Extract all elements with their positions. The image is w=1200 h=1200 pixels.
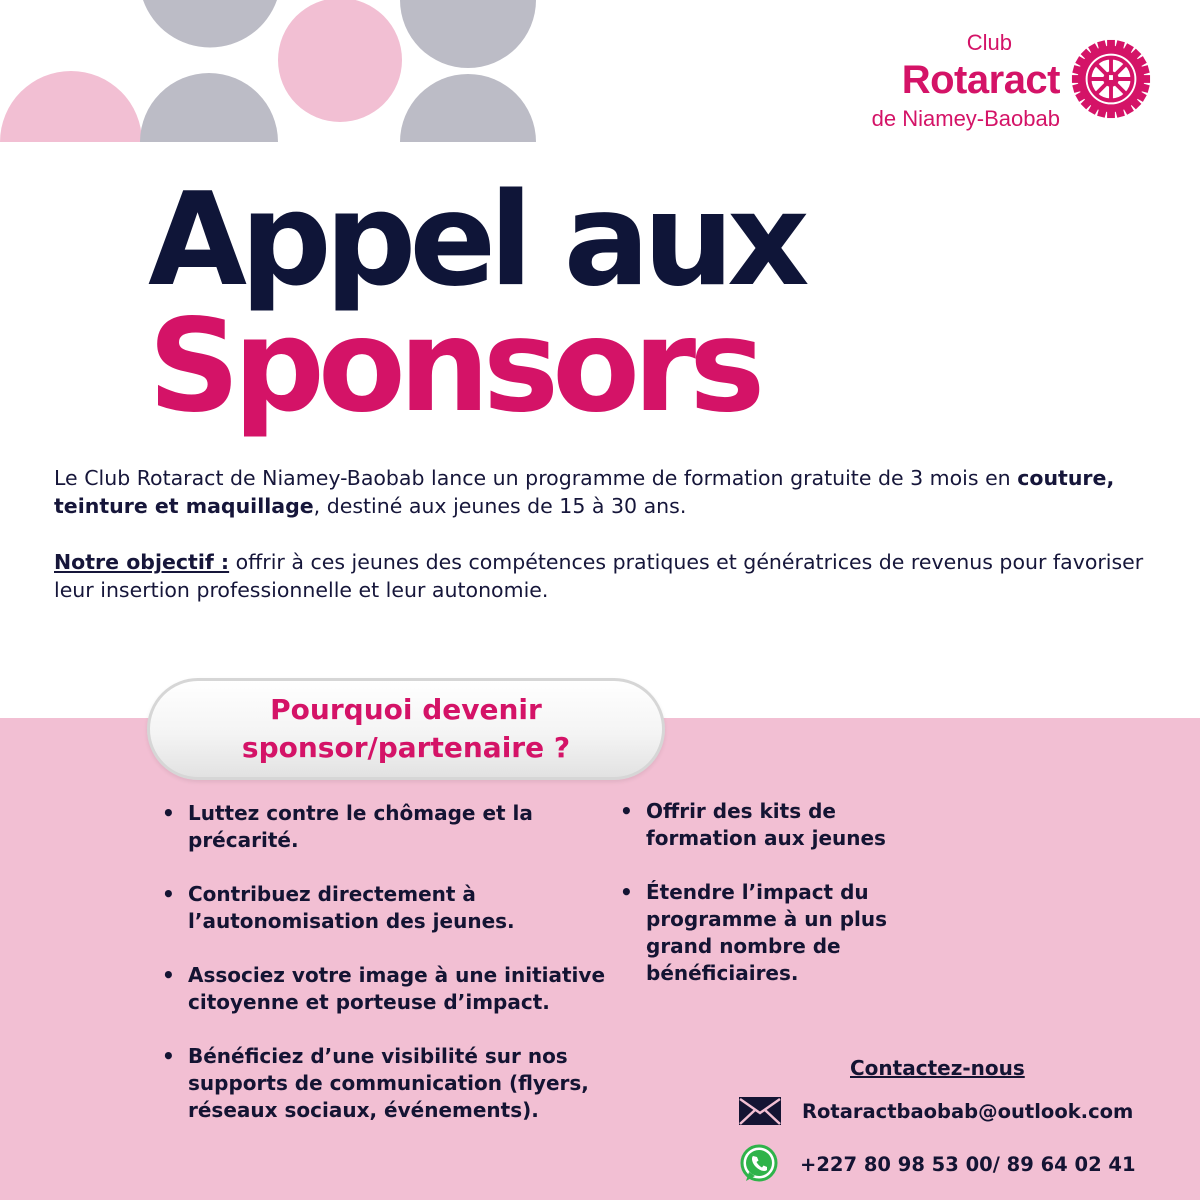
objective-label: Notre objectif : [54, 550, 230, 574]
intro-paragraph [54, 464, 1144, 520]
why-line-2: sponsor/partenaire ? [241, 731, 571, 764]
why-sponsor-banner [147, 678, 665, 780]
why-line-1: Pourquoi devenir [270, 693, 542, 726]
logo-club-text: Club [966, 30, 1012, 55]
club-logo [822, 28, 1152, 138]
objective-paragraph [54, 548, 1144, 604]
intro-text-bold: couture, teinture et maquillage [54, 466, 1115, 518]
list-item: • Bénéficiez d’une visibilité sur nos supports de communication (flyers, réseaux sociaux, événements). [162, 1043, 632, 1124]
list-item: • Associez votre image à une initiative citoyenne et porteuse d’impact. [162, 962, 632, 1016]
list-item: • Offrir des kits de formation aux jeunes [620, 798, 940, 852]
intro-text-b: , destiné aux jeunes de 15 à 30 ans. [313, 494, 687, 518]
intro-text-a: Le Club Rotaract de Niamey-Baobab lance un programme de formation gratuite de 3 mois en [54, 466, 1018, 490]
benefits-list-right [620, 798, 940, 1014]
contact-email-row[interactable] [738, 1096, 1133, 1126]
benefits-list-left [162, 800, 632, 1151]
logo-location-text: de Niamey-Baobab [871, 106, 1060, 131]
envelope-icon [738, 1096, 782, 1126]
contact-phone[interactable]: +227 80 98 53 00/ 89 64 02 41 [800, 1152, 1136, 1176]
headline-line-1: Appel aux [148, 166, 803, 315]
list-item: • Luttez contre le chômage et la précarité. [162, 800, 632, 854]
intro-text [54, 464, 1144, 632]
objective-text: offrir à ces jeunes des compétences pratiques et génératrices de revenus pour favoriser leur insertion professionnelle et leur autonomie. [54, 550, 1144, 602]
whatsapp-icon [738, 1143, 780, 1185]
logo-name-text: Rotaract [901, 58, 1060, 102]
contact-email[interactable]: Rotaractbaobab@outlook.com [802, 1099, 1134, 1123]
rotary-wheel-icon [1070, 38, 1152, 120]
list-item: • Contribuez directement à l’autonomisation des jeunes. [162, 881, 632, 935]
headline-line-2: Sponsors [148, 292, 759, 441]
headline [148, 166, 803, 441]
contact-title: Contactez-nous [850, 1056, 1025, 1080]
decorative-shapes [0, 0, 540, 142]
list-item: • Étendre l’impact du programme à un plus grand nombre de bénéficiaires. [620, 879, 940, 987]
contact-phone-row[interactable] [738, 1143, 1136, 1185]
